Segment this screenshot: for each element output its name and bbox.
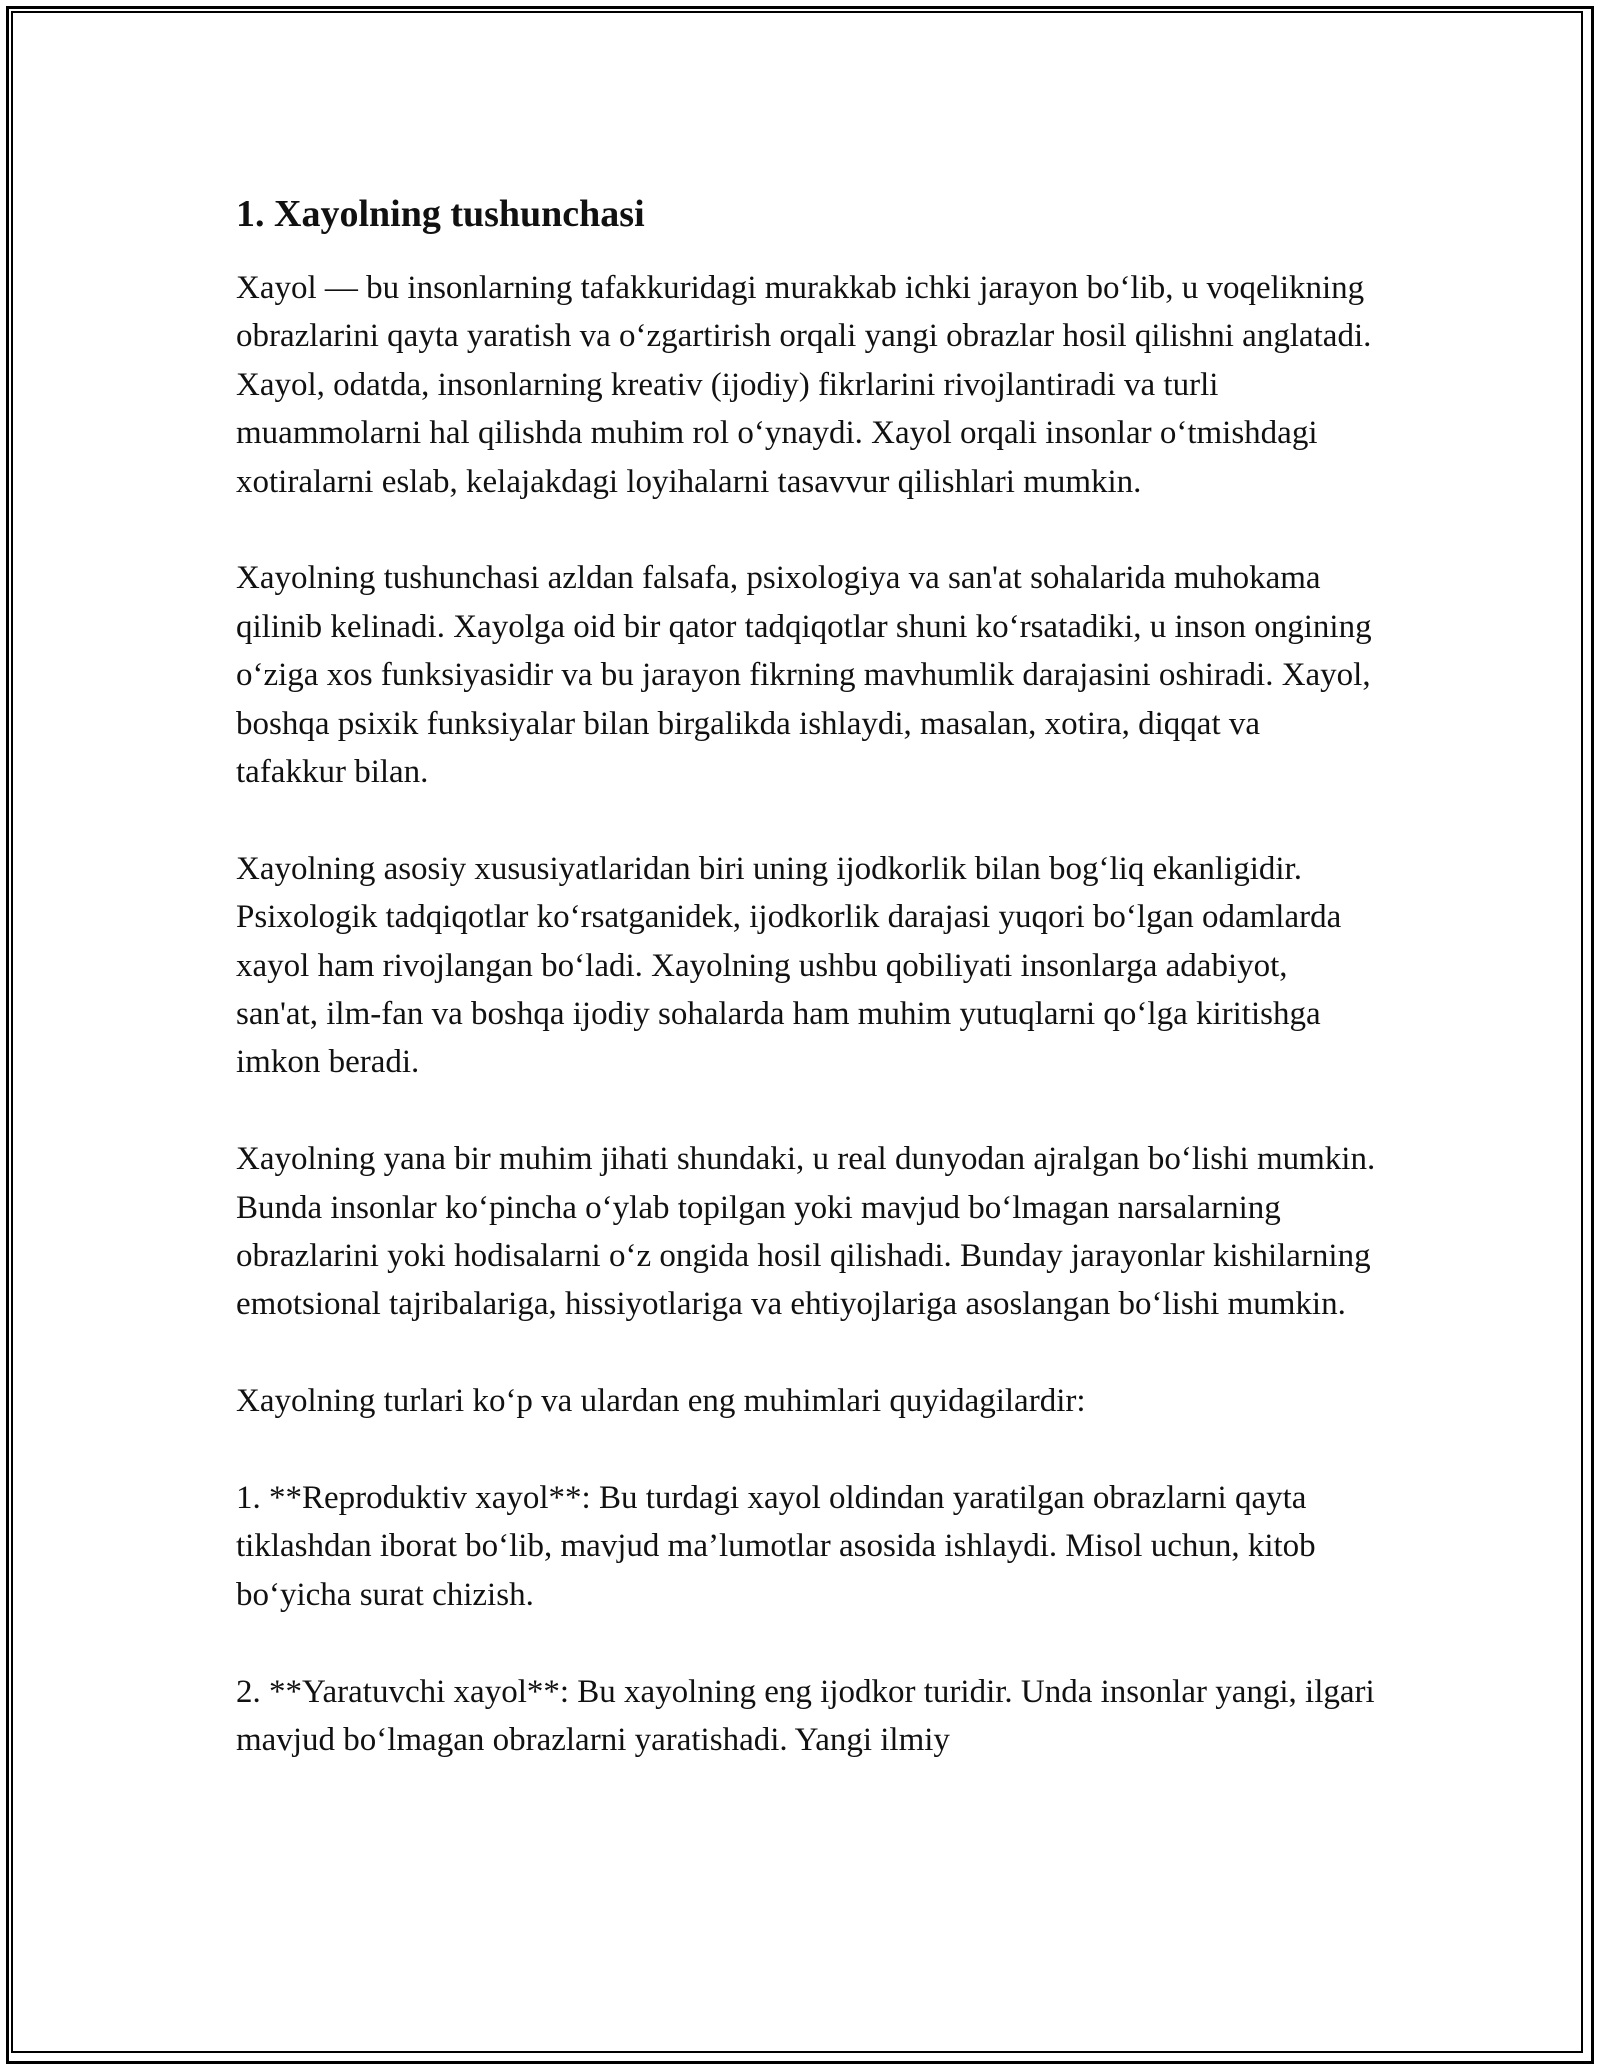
paragraph-history: Xayolning tushunchasi azldan falsafa, psixologiya va san'at sohalarida muhokama qilinib kelinadi. Xayolga oid bir qator tadqiqotlar shuni ko‘rsatadiki, u inson ongining o‘ziga xos funksiyasidir va bu jarayon fikrning mavhumlik darajasini oshiradi. Xayol, boshqa psixik funksiyalar bilan birgalikda ishlaydi, masalan, xotira, diqqat va tafakkur bilan.	[236, 560, 1372, 791]
list-item-creative: 2. **Yaratuvchi xayol**: Bu xayolning eng ijodkor turidir. Unda insonlar yangi, ilgari mavjud bo‘lmagan obrazlarni yaratishadi. Yangi ilmiy	[236, 1673, 1375, 1759]
document-body	[236, 186, 1376, 1813]
paragraph-creativity: Xayolning asosiy xususiyatlaridan biri uning ijodkorlik bilan bog‘liq ekanligidir. Psixologik tadqiqotlar ko‘rsatganidek, ijodkorlik darajasi yuqori bo‘lgan odamlarda xayol ham rivojlangan bo‘ladi. Xayolning ushbu qobiliyati insonlarga adabiyot, san'at, ilm-fan va boshqa ijodiy sohalarda ham muhim yutuqlarni qo‘lga kiritishga imkon beradi.	[236, 850, 1342, 1081]
section-heading: 1. Xayolning tushunchasi	[236, 193, 645, 235]
list-item-reproductive: 1. **Reproduktiv xayol**: Bu turdagi xayol oldindan yaratilgan obrazlarni qayta tiklashdan iborat bo‘lib, mavjud ma’lumotlar asosida ishlaydi. Misol uchun, kitob bo‘yicha surat chizish.	[236, 1480, 1316, 1613]
paragraph-reality: Xayolning yana bir muhim jihati shundaki, u real dunyodan ajralgan bo‘lishi mumkin. Bunda insonlar ko‘pincha o‘ylab topilgan yoki mavjud bo‘lmagan narsalarning obrazlarini yoki hodisalarni o‘z ongida hosil qilishadi. Bunday jarayonlar kishilarning emotsional tajribalariga, hissiyotlariga va ehtiyojlariga asoslangan bo‘lishi mumkin.	[236, 1141, 1376, 1323]
paragraph-types-intro: Xayolning turlari ko‘p va ulardan eng muhimlari quyidagilardir:	[236, 1383, 1086, 1420]
paragraph-definition: Xayol — bu insonlarning tafakkuridagi murakkab ichki jarayon bo‘lib, u voqelikning obrazlarini qayta yaratish va o‘zgartirish orqali yangi obrazlar hosil qilishni anglatadi. Xayol, odatda, insonlarning kreativ (ijodiy) fikrlarini rivojlantiradi va turli muammolarni hal qilishda muhim rol o‘ynaydi. Xayol orqali insonlar o‘tmishdagi xotiralarni eslab, kelajakdagi loyihalarni tasavvur qilishlari mumkin.	[236, 270, 1372, 500]
